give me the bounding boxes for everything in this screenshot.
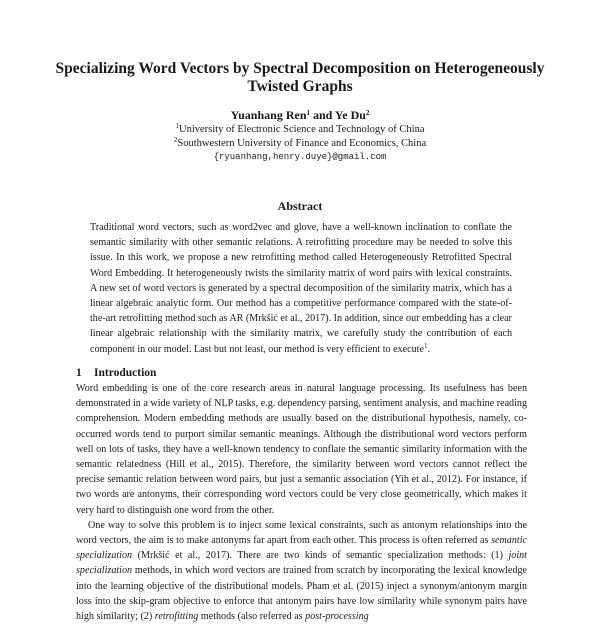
paragraph: Word embedding is one of the core research areas in natural language processing. Its usefulness has been demonstrated in a wide variety of NLP tasks, e.g. dependency parsing, sentiment analysis, and machine reading comprehension. Modern embedding methods are usually based on the distributional hypothesis, namely, co-occurred words tend to purport similar semantic meanings. Although the distributional word vectors perform well on lots of tasks, they have a well-known tendency to conflate the semantic similarity information with the semantic relatedness (Hill et al., 2015). Therefore, the similarity between word vectors cannot reflect the precise semantic relation between word pairs, but just a semantic association (Yih et al., 2012). For instance, if two words are antonyms, their corresponding word vectors could be very close geometrically, which makes it very hard to distinguish one word from the other. [76, 383, 527, 516]
author-line [0, 108, 600, 122]
paragraph [76, 518, 527, 624]
affiliation [0, 137, 600, 150]
paragraph-text: methods (also referred as [198, 611, 306, 623]
affiliation-mark: 1 [175, 122, 180, 130]
author-affiliation-mark: 2 [365, 109, 370, 117]
footnote-mark: 1 [423, 341, 428, 350]
abstract-heading: Abstract [277, 199, 323, 213]
emphasis-term: retrofitting [154, 611, 199, 623]
section-body [76, 381, 527, 624]
paragraph-text: One way to solve this problem is to inject some lexical constraints, such as antonym relationships into the word vectors, the aim is to make antonyms far apart from each other. This process is often referred as [76, 519, 527, 547]
affiliation [0, 123, 600, 136]
section-title: Introduction [94, 367, 157, 379]
author-name: Yuanhang Ren [230, 108, 307, 122]
emphasis-term: post-processing [305, 611, 369, 623]
emphasis-term: semantic specialization [76, 535, 527, 562]
paper-title: Specializing Word Vectors by Spectral Decomposition on Heterogeneously Twisted Graphs [55, 60, 545, 95]
abstract-body [90, 220, 512, 357]
abstract-end: . [427, 343, 430, 355]
author-affiliation-mark: 1 [306, 109, 310, 117]
affiliation-mark: 2 [173, 136, 178, 144]
paragraph-text: methods, in which word vectors are trained from scratch by incorporating the lexical knowledge into the learning objective of the distributional models. Pham et al. (2015) inject a synonym/antonym margin loss into the skip-gram objective to enforce that antonym pairs have low similarity while synonym pairs have high similarity; (2) [76, 565, 527, 623]
author-conjunction: and [310, 108, 335, 122]
emphasis-term: joint specialization [76, 550, 527, 577]
affiliation-text: Southwestern University of Finance and Economics, China [177, 138, 427, 149]
section-number: 1 [76, 367, 82, 379]
author-name: Ye Du [334, 108, 366, 122]
author-email: {ryuanhang,henry.duye}@gmail.com [213, 152, 387, 162]
affiliation-text: University of Electronic Science and Technology of China [179, 124, 425, 135]
section-heading [76, 366, 156, 380]
abstract-text: Traditional word vectors, such as word2vec and glove, have a well-known inclination to conflate the semantic similarity with other semantic relations. A retrofitting procedure may be needed to solve this issue. In this work, we propose a new retrofitting method called Heterogeneously Retrofitted Spectral Word Embedding. It heterogeneously twists the similarity matrix of word pairs with lexical constraints. A new set of word vectors is generated by a spectral decomposition of the similarity matrix, which has a linear algebraic analytic form. Our method has a competitive performance compared with the state-of-the-art retrofitting method such as AR (Mrkšić et al., 2017). In addition, since our embedding has a clear linear algebraic relationship with the similarity matrix, we carefully study the contribution of each component in our model. Last but not least, our method is very efficient to execute [90, 222, 512, 355]
paragraph-text: (Mrkšić et al., 2017). There are two kinds of semantic specialization methods: (1) [132, 550, 509, 562]
